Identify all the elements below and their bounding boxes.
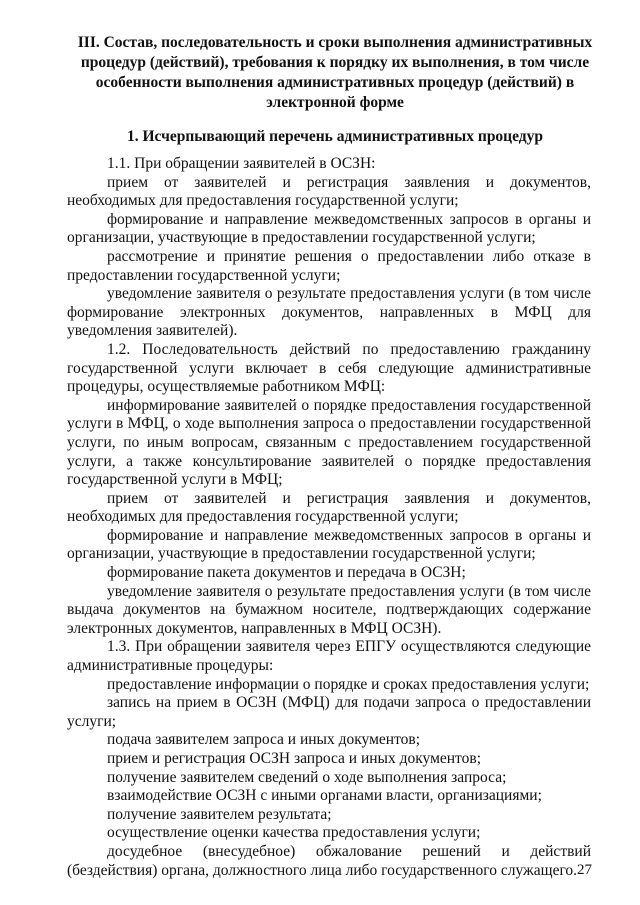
paragraph: подача заявителем запроса и иных документов; [107,731,421,749]
paragraph: прием и регистрация ОСЗН запроса и иных документов; [107,750,481,767]
section-heading [62,33,608,113]
heading-line: электронной форме [266,94,404,111]
paragraph: информирование заявителей о порядке предоставления государственной услуги в МФЦ, о ходе выполнения запроса о предоставлении государственной услуги, по иным вопросам, связанным с предоставлением государственной услуги, а также консультирование заявителей о порядке предоставления государственной услуги в МФЦ; [67,396,591,489]
paragraph: прием от заявителей и регистрация заявления и документов, необходимых для предоставления государственной услуги; [67,489,591,526]
paragraph: взаимодействие ОСЗН с иными органами власти, организациями; [107,787,542,805]
paragraph: уведомление заявителя о результате предоставления услуги (в том числе выдача документов на бумажном носителе, подтверждающих содержание электронных документов, направленных в МФЦ ОСЗН). [67,582,591,637]
paragraph: получение заявителем сведений о ходе выполнения запроса; [107,768,507,786]
paragraph: формирование и направление межведомственных запросов в органы и организации, участвующие в предоставлении государственной услуги; [67,210,591,247]
paragraph: осуществление оценки качества предоставления услуги; [107,824,481,842]
subsection-heading: 1. Исчерпывающий перечень административных процедур [126,128,544,145]
page-number: 27 [577,862,592,878]
heading-line: III. Состав, последовательность и сроки выполнения административных [77,34,593,51]
heading-line: особенности выполнения административных процедур (действий) в [95,74,575,91]
body-text [67,155,591,880]
paragraph: досудебное (внесудебное) обжалование решений и действий (бездействия) органа, должностного лица либо государственного служащего. [67,842,591,879]
paragraph: формирование и направление межведомственных запросов в органы и организации, участвующие в предоставлении государственной услуги; [67,526,591,563]
paragraph: рассмотрение и принятие решения о предоставлении либо отказе в предоставлении государственной услуги; [67,247,591,284]
paragraph: 1.3. При обращении заявителя через ЕПГУ осуществляются следующие административные процедуры: [67,638,591,675]
paragraph: формирование пакета документов и передача в ОСЗН; [107,564,466,582]
heading-line: процедур (действий), требования к порядку их выполнения, в том числе [80,54,590,71]
paragraph: 1.1. При обращении заявителей в ОСЗН: [107,155,376,172]
paragraph: предоставление информации о порядке и сроках предоставления услуги; [107,675,590,693]
paragraph: уведомление заявителя о результате предоставления услуги (в том числе формирование электронных документов, направленных в МФЦ для уведомления заявителей). [67,285,591,340]
paragraph: прием от заявителей и регистрация заявления и документов, необходимых для предоставления государственной услуги; [67,173,591,210]
paragraph: 1.2. Последовательность действий по предоставлению гражданину государственной услуги включает в себя следующие административные процедуры, осуществляемые работником МФЦ: [67,340,591,396]
paragraph: получение заявителем результата; [107,805,332,823]
paragraph: запись на прием в ОСЗН (МФЦ) для подачи запроса о предоставлении услуги; [67,694,591,730]
